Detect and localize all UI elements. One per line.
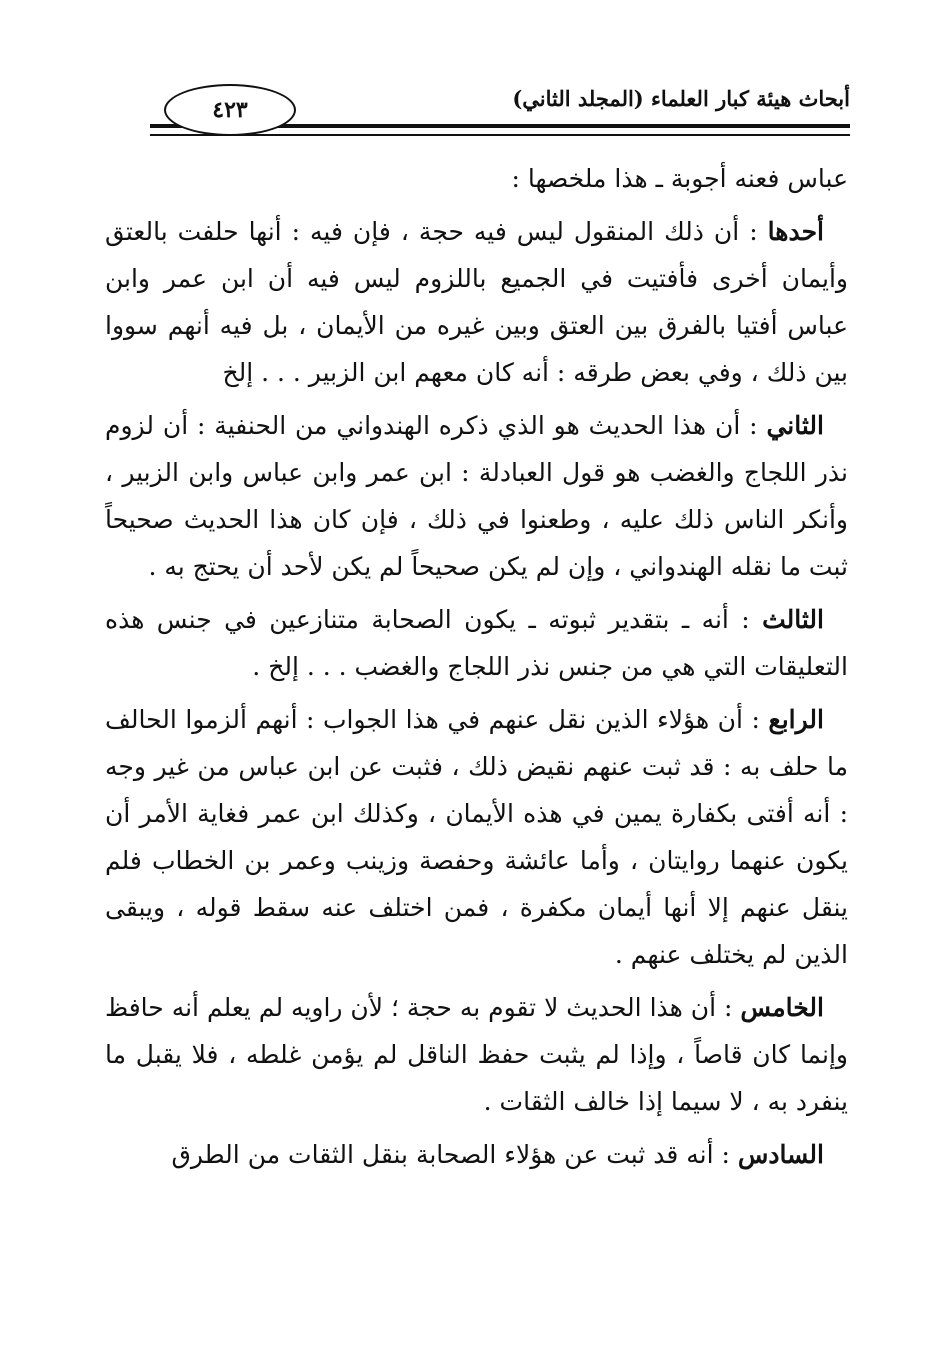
paragraph-label: أحدها	[767, 217, 824, 246]
paragraph-first	[105, 208, 848, 396]
paragraph-label: الثالث	[762, 605, 824, 634]
paragraph-sixth	[105, 1131, 848, 1178]
paragraph-text: : أن هؤلاء الذين نقل عنهم في هذا الجواب : أنهم ألزموا الحالف ما حلف به : قد ثبت عنهم نقيض ذلك ، فثبت عن ابن عباس من غير وجه : أنه أفتى بكفارة يمين في هذه الأيمان ، وكذلك ابن عمر فغاية الأمر أن يكون عنهما روايتان ، وأما عائشة وحفصة وزينب وعمر بن الخطاب فلم ينقل عنهم إلا أنها أيمان مكفرة ، فمن اختلف عنه سقط قوله ، ويبقى الذين لم يختلف عنهم .	[105, 705, 848, 969]
paragraph-fifth	[105, 984, 848, 1125]
paragraph-label: الخامس	[740, 993, 824, 1022]
intro-text: عباس فعنه أجوبة ـ هذا ملخصها :	[511, 164, 848, 193]
paragraph-label: الرابع	[768, 705, 824, 734]
intro-paragraph	[105, 155, 848, 202]
paragraph-text: : أنه قد ثبت عن هؤلاء الصحابة بنقل الثقات من الطرق	[171, 1140, 730, 1169]
page-body	[105, 155, 848, 1184]
page-header	[150, 72, 850, 144]
paragraph-text: : أن هذا الحديث هو الذي ذكره الهندواني من الحنفية : أن لزوم نذر اللجاج والغضب هو قول العبادلة : ابن عمر وابن عباس وابن الزبير ، وأنكر الناس ذلك عليه ، وطعنوا في ذلك ، فإن كان هذا الحديث صحيحاً ثبت ما نقله الهندواني ، وإن لم يكن صحيحاً لم يكن لأحد أن يحتج به .	[105, 411, 848, 581]
paragraph-third	[105, 596, 848, 690]
running-title: أبحاث هيئة كبار العلماء (المجلد الثاني)	[512, 86, 850, 111]
paragraph-fourth	[105, 696, 848, 978]
page-number: ٤٢٣	[164, 84, 296, 136]
header-rule-thin	[150, 134, 850, 136]
paragraph-text: : أنه ـ بتقدير ثبوته ـ يكون الصحابة متنازعين في جنس هذه التعليقات التي هي من جنس نذر اللجاج والغضب . . . إلخ .	[105, 605, 848, 681]
paragraph-second	[105, 402, 848, 590]
paragraph-text: : أن هذا الحديث لا تقوم به حجة ؛ لأن راويه لم يعلم أنه حافظ وإنما كان قاصاً ، وإذا لم يثبت حفظ الناقل لم يؤمن غلطه ، فلا يقبل ما ينفرد به ، لا سيما إذا خالف الثقات .	[105, 993, 848, 1116]
paragraph-text: : أن ذلك المنقول ليس فيه حجة ، فإن فيه : أنها حلفت بالعتق وأيمان أخرى فأفتيت في الجميع باللزوم ليس فيه أن ابن عمر وابن عباس أفتيا بالفرق بين العتق وبين غيره من الأيمان ، بل فيه أنهم سووا بين ذلك ، وفي بعض طرقه : أنه كان معهم ابن الزبير . . . إلخ	[105, 217, 848, 387]
paragraph-label: السادس	[737, 1140, 824, 1169]
paragraph-label: الثاني	[766, 411, 824, 440]
